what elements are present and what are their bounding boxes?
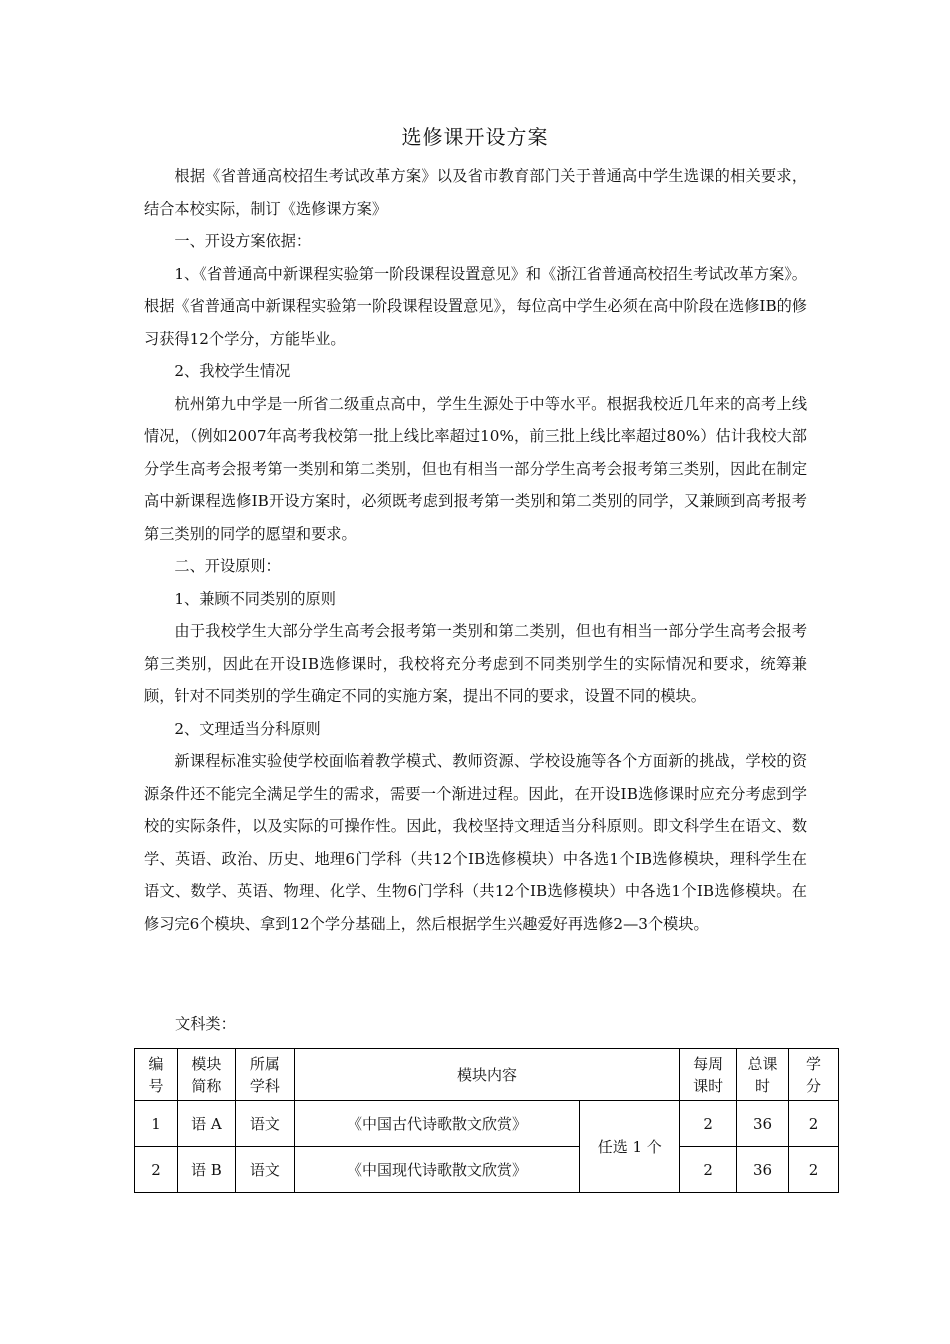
document-body (144, 160, 807, 940)
cell-total: 36 (737, 1147, 789, 1193)
table-row (135, 1147, 839, 1193)
header-subject: 所属 学科 (235, 1049, 294, 1101)
header-content: 模块内容 (294, 1049, 679, 1101)
cell-id: 2 (135, 1147, 178, 1193)
cell-abbr: 语 B (177, 1147, 235, 1193)
header-weekly: 每周 课时 (680, 1049, 737, 1101)
header-abbr: 模块 简称 (177, 1049, 235, 1101)
section-heading: 二、开设原则： (174, 557, 281, 575)
cell-id: 1 (135, 1101, 178, 1147)
table-row (135, 1101, 839, 1147)
course-table (134, 1048, 839, 1193)
page-title: 选修课开设方案 (401, 125, 549, 149)
cell-content: 《中国古代诗歌散文欣赏》 (294, 1101, 580, 1147)
cell-subject: 语文 (235, 1101, 294, 1147)
cell-group-note: 任选 1 个 (580, 1101, 680, 1193)
cell-credit: 2 (789, 1101, 839, 1147)
cell-subject: 语文 (235, 1147, 294, 1193)
paragraph: 由于我校学生大部分学生高考会报考第一类别和第二类别，但也有相当一部分学生高考会报考第三类别，因此在开设ⅠB选修课时，我校将充分考虑到不同类别学生的实际情况和要求，统筹兼顾，针对不同类别的学生确定不同的实施方案，提出不同的要求，设置不同的模块。 (144, 622, 807, 705)
subsection-heading: 1、兼顾不同类别的原则 (174, 589, 336, 608)
table-header-row (135, 1049, 839, 1101)
cell-credit: 2 (789, 1147, 839, 1193)
cell-content: 《中国现代诗歌散文欣赏》 (294, 1147, 580, 1193)
header-total: 总课 时 (737, 1049, 789, 1101)
table-caption: 文科类： (175, 1015, 236, 1033)
cell-abbr: 语 A (177, 1101, 235, 1147)
paragraph: 1、《省普通高中新课程实验第一阶段课程设置意见》和《浙江省普通高校招生考试改革方案》。根据《省普通高中新课程实验第一阶段课程设置意见》，每位高中学生必须在高中阶段在选修ⅠB的修习获得12个学分，方能毕业。 (144, 264, 807, 348)
cell-weekly: 2 (680, 1147, 737, 1193)
paragraph: 杭州第九中学是一所省二级重点高中，学生生源处于中等水平。根据我校近几年来的高考上线情况，（例如2007年高考我校第一批上线比率超过10%，前三批上线比率超过80%）估计我校大部分学生高考会报考第一类别和第二类别，但也有相当一部分学生高考会报考第三类别，因此在制定高中新课程选修IB开设方案时，必须既考虑到报考第一类别和第二类别的同学，又兼顾到高考报考第三类别的同学的愿望和要求。 (144, 394, 807, 543)
cell-total: 36 (737, 1101, 789, 1147)
subsection-heading: 2、我校学生情况 (174, 362, 291, 380)
header-id: 编 号 (135, 1049, 178, 1101)
header-credit: 学 分 (789, 1049, 839, 1101)
cell-weekly: 2 (680, 1101, 737, 1147)
subsection-heading: 2、文理适当分科原则 (174, 719, 321, 738)
paragraph: 根据《省普通高校招生考试改革方案》以及省市教育部门关于普通高中学生选课的相关要求，结合本校实际，制订《选修课方案》 (144, 167, 807, 218)
paragraph: 新课程标准实验使学校面临着教学模式、教师资源、学校设施等各个方面新的挑战，学校的资源条件还不能完全满足学生的需求，需要一个渐进过程。因此，在开设ⅠB选修课时应充分考虑到学校的实际条件，以及实际的可操作性。因此，我校坚持文理适当分科原则。即文科学生在语文、数学、英语、政治、历史、地理6门学科（共12个IB选修模块）中各选1个IB选修模块，理科学生在语文、数学、英语、物理、化学、生物6门学科（共12个IB选修模块）中各选1个IB选修模块。在修习完6个模块、拿到12个学分基础上，然后根据学生兴趣爱好再选修2—3个模块。 (144, 752, 807, 933)
section-heading: 一、开设方案依据： (174, 232, 312, 250)
